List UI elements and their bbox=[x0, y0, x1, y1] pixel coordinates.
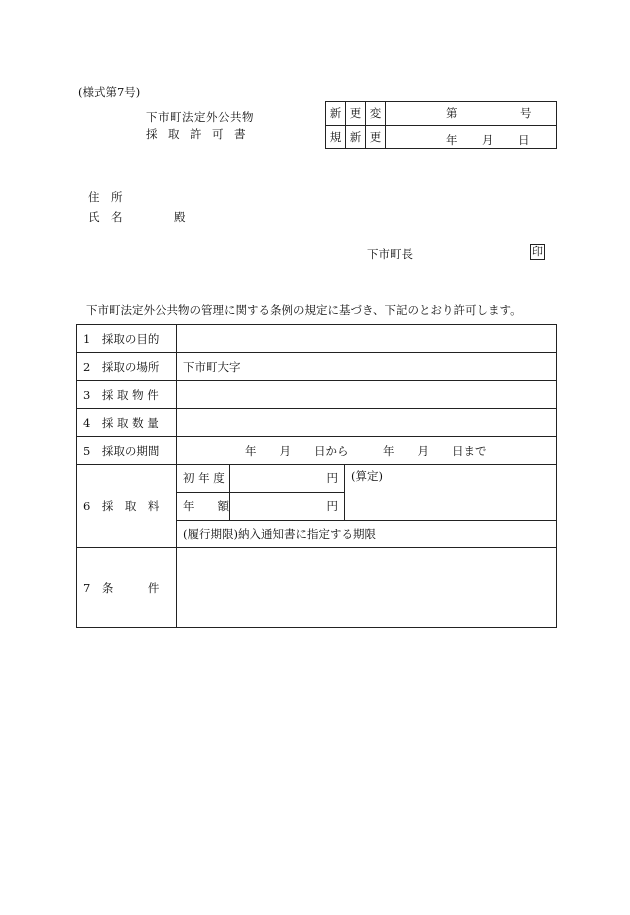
status-change-1: 変 bbox=[366, 102, 386, 126]
status-renew-2: 新 bbox=[346, 125, 366, 149]
title-char: 書 bbox=[234, 127, 246, 141]
date-month: 月 bbox=[482, 132, 494, 147]
purpose-label: 1 採取の目的 bbox=[77, 325, 177, 353]
annual-label: 年 額 bbox=[177, 492, 230, 520]
place-label: 2 採取の場所 bbox=[77, 353, 177, 381]
place-value[interactable]: 下市町大字 bbox=[177, 353, 557, 381]
title-char: 取 bbox=[168, 127, 180, 141]
status-new-2: 規 bbox=[326, 125, 346, 149]
honorific: 殿 bbox=[174, 210, 186, 224]
annual-amount[interactable]: 円 bbox=[230, 492, 345, 520]
status-new-1: 新 bbox=[326, 102, 346, 126]
form-number: (様式第7号) bbox=[78, 85, 141, 99]
date-year: 年 bbox=[446, 132, 458, 147]
seal-mark: 印 bbox=[532, 245, 543, 258]
first-year-amount[interactable]: 円 bbox=[230, 465, 345, 492]
period-label: 5 採取の期間 bbox=[77, 437, 177, 465]
conditions-label: 7 条 件 bbox=[77, 548, 177, 628]
status-renew-1: 更 bbox=[346, 102, 366, 126]
first-year-label: 初 年 度 bbox=[177, 465, 230, 492]
number-dai: 第 bbox=[446, 106, 458, 120]
calc-note[interactable]: (算定) bbox=[351, 469, 383, 483]
title-line-2 bbox=[146, 126, 256, 142]
intro-text: 下市町法定外公共物の管理に関する条例の規定に基づき、下記のとおり許可します。 bbox=[86, 303, 522, 317]
name-label: 氏 名 bbox=[88, 210, 123, 224]
address-label: 住 所 bbox=[88, 190, 123, 204]
item-label: 3 採 取 物 件 bbox=[77, 381, 177, 409]
deadline-text: (履行期限)納入通知書に指定する期限 bbox=[177, 520, 556, 547]
fee-table bbox=[177, 465, 556, 547]
purpose-value[interactable] bbox=[177, 325, 557, 353]
title-char: 採 bbox=[146, 127, 158, 141]
quantity-label: 4 採 取 数 量 bbox=[77, 409, 177, 437]
quantity-value[interactable] bbox=[177, 409, 557, 437]
title-line-1: 下市町法定外公共物 bbox=[146, 110, 254, 124]
mayor-title: 下市町長 bbox=[367, 247, 413, 261]
conditions-value[interactable] bbox=[177, 548, 557, 628]
fee-label: 6 採 取 料 bbox=[77, 465, 177, 548]
title-char: 許 bbox=[190, 127, 202, 141]
permit-number-cell[interactable] bbox=[386, 102, 557, 126]
number-go: 号 bbox=[520, 106, 532, 120]
permit-date-cell[interactable] bbox=[386, 125, 557, 149]
date-day: 日 bbox=[518, 132, 530, 147]
title-char: 可 bbox=[212, 127, 224, 141]
status-box bbox=[325, 101, 557, 149]
period-value[interactable]: 年 月 日から 年 月 日まで bbox=[177, 437, 557, 465]
item-value[interactable] bbox=[177, 381, 557, 409]
permit-table bbox=[76, 324, 557, 628]
fee-cell bbox=[177, 465, 557, 548]
status-change-2: 更 bbox=[366, 125, 386, 149]
